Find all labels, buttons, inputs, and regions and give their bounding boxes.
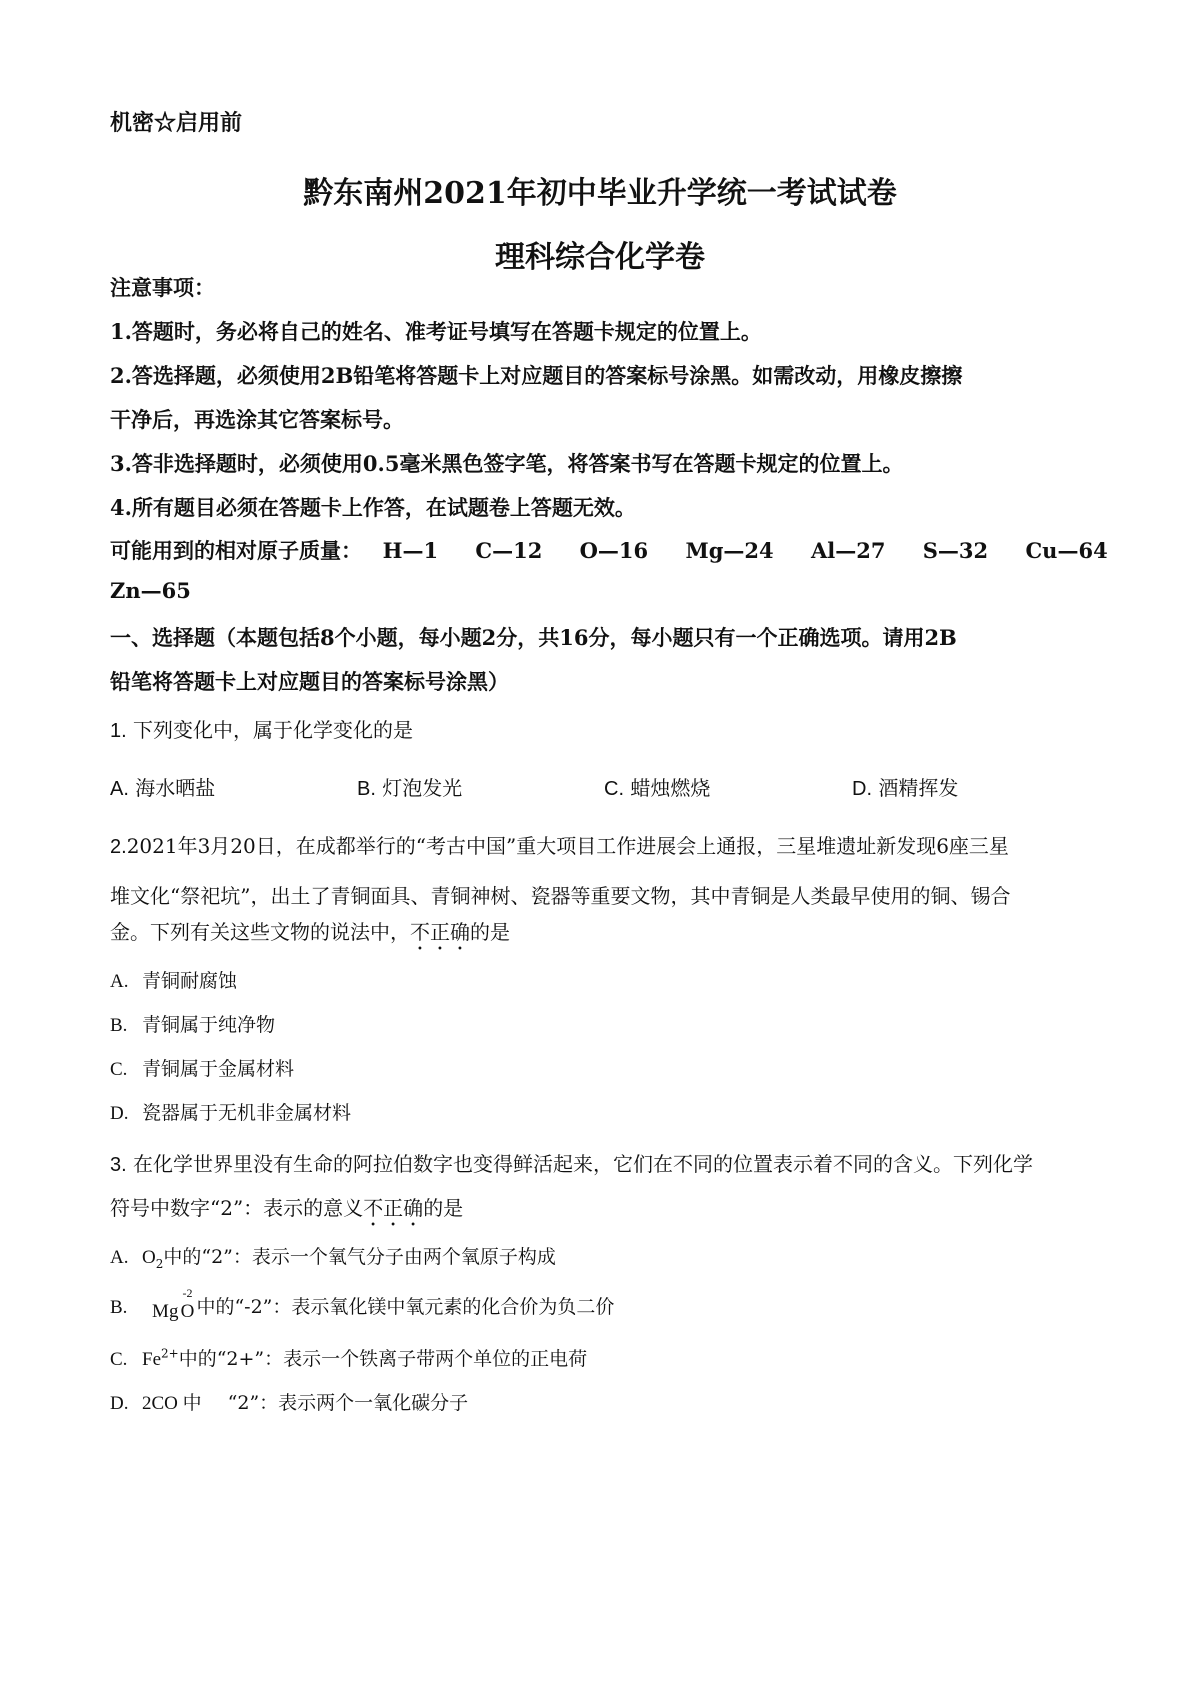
question-2-line-2: 堆文化“祭祀坑”，出土了青铜面具、青铜神树、瓷器等重要文物，其中青铜是人类最早使用的铜、锡合 xyxy=(110,884,1011,908)
chem-symbol: O xyxy=(142,1247,156,1268)
atomic-mass-item: Cu—64 xyxy=(1025,538,1108,563)
notice-item-2-line-1: 2.答选择题，必须使用2B铅笔将答题卡上对应题目的答案标号涂黑。如需改动，用橡皮擦擦 xyxy=(110,363,963,388)
notice-item-3: 3.答非选择题时，必须使用0.5毫米黑色签字笔，将答案书写在答题卡规定的位置上。 xyxy=(110,451,904,476)
option-letter: B. xyxy=(357,778,376,800)
exam-title: 黔东南州2021年初中毕业升学统一考试试卷 xyxy=(303,176,897,211)
atomic-mass-item: H—1 xyxy=(382,538,439,563)
q3-option-b xyxy=(110,1286,615,1322)
q2-option-a xyxy=(110,966,237,993)
option-text: 青铜属于金属材料 xyxy=(142,1058,295,1080)
option-text: 酒精挥发 xyxy=(878,776,959,800)
question-text: 2021年3月20日，在成都举行的“考古中国”重大项目工作进展会上通报，三星堆遗址新发现6座三星 xyxy=(126,834,1009,858)
section-1-heading-line-2: 铅笔将答题卡上对应题目的答案标号涂黑） xyxy=(110,669,509,694)
q1-option-b xyxy=(357,772,462,801)
chem-formula-mgo xyxy=(152,1286,196,1323)
q2-option-b xyxy=(110,1010,275,1037)
option-letter: A. xyxy=(110,1247,129,1268)
q3-option-a xyxy=(110,1242,556,1271)
option-text: 中的“2”：表示一个氧气分子由两个氧原子构成 xyxy=(163,1246,556,1268)
atomic-mass-row xyxy=(110,535,1108,565)
q1-option-a xyxy=(110,772,215,801)
question-2-line-1 xyxy=(110,830,1009,859)
q3-option-d xyxy=(110,1388,468,1415)
option-letter: A. xyxy=(110,778,129,800)
notice-item-2-line-2: 干净后，再选涂其它答案标号。 xyxy=(110,407,404,432)
question-text: 符号中数字“2”：表示的意义 xyxy=(110,1196,364,1220)
option-text: 中的“2+”：表示一个铁离子带两个单位的正电荷 xyxy=(178,1348,588,1370)
chem-symbol: Fe xyxy=(142,1349,161,1370)
q2-option-d xyxy=(110,1098,351,1125)
option-text: “2”：表示两个一氧化碳分子 xyxy=(227,1392,469,1414)
question-text: 的是 xyxy=(470,920,510,944)
confidential-label: 机密☆启用前 xyxy=(110,110,243,136)
option-letter: C. xyxy=(110,1349,128,1370)
question-number: 3. xyxy=(110,1154,127,1176)
question-text: 下列变化中，属于化学变化的是 xyxy=(133,718,414,742)
exam-subtitle: 理科综合化学卷 xyxy=(495,240,705,275)
option-letter: B. xyxy=(110,1015,128,1036)
question-3-line-2 xyxy=(110,1192,463,1231)
atomic-mass-item: C—12 xyxy=(475,538,543,563)
question-number: 1. xyxy=(110,720,127,742)
valence-stack xyxy=(178,1286,196,1323)
option-letter: D. xyxy=(852,778,872,800)
section-1-heading-line-1: 一、选择题（本题包括8个小题，每小题2分，共16分，每小题只有一个正确选项。请用2B xyxy=(110,625,957,650)
question-1-stem xyxy=(110,714,413,743)
option-letter: D. xyxy=(110,1103,129,1124)
option-text: 青铜属于纯净物 xyxy=(142,1014,276,1036)
chem-symbol: Mg xyxy=(152,1301,179,1322)
option-letter: C. xyxy=(604,778,624,800)
question-3-line-1 xyxy=(110,1148,1033,1177)
option-text: 海水晒盐 xyxy=(135,776,216,800)
question-number: 2. xyxy=(110,836,127,858)
notice-heading: 注意事项： xyxy=(110,275,215,300)
question-2-line-3 xyxy=(110,916,510,955)
atomic-mass-item: O—16 xyxy=(579,538,649,563)
chem-superscript: 2+ xyxy=(161,1346,179,1361)
option-text: 瓷器属于无机非金属材料 xyxy=(142,1102,352,1124)
atomic-mass-label: 可能用到的相对原子质量： xyxy=(110,538,362,563)
emphasis-text: 不正确 xyxy=(410,920,470,944)
q1-option-d xyxy=(852,772,958,801)
option-letter: A. xyxy=(110,971,129,992)
valence-mark: -2 xyxy=(182,1286,193,1300)
notice-item-1: 1.答题时，务必将自己的姓名、准考证号填写在答题卡规定的位置上。 xyxy=(110,319,762,344)
chem-symbol: O xyxy=(180,1301,195,1322)
chem-subscript: 2 xyxy=(155,1256,164,1271)
q3-option-c xyxy=(110,1344,587,1371)
option-letter: D. xyxy=(110,1393,129,1414)
emphasis-text: 不正确 xyxy=(363,1196,424,1220)
option-text: 青铜耐腐蚀 xyxy=(142,970,238,992)
option-letter: B. xyxy=(110,1297,128,1318)
q2-option-c xyxy=(110,1054,294,1081)
atomic-mass-item: S—32 xyxy=(922,538,989,563)
question-text: 金。下列有关这些文物的说法中， xyxy=(110,920,410,944)
atomic-mass-item-wrap: Zn—65 xyxy=(110,578,191,603)
question-text: 在化学世界里没有生命的阿拉伯数字也变得鲜活起来，它们在不同的位置表示着不同的含义。下列化学 xyxy=(133,1152,1034,1176)
question-text: 的是 xyxy=(423,1196,464,1220)
option-text: 中的“-2”：表示氧化镁中氧元素的化合价为负二价 xyxy=(196,1296,615,1318)
chem-formula: 2CO 中 xyxy=(142,1393,202,1414)
q1-option-c xyxy=(604,772,710,801)
atomic-mass-item: Al—27 xyxy=(810,538,886,563)
option-letter: C. xyxy=(110,1059,128,1080)
notice-item-4: 4.所有题目必须在答题卡上作答，在试题卷上答题无效。 xyxy=(110,495,636,520)
option-text: 灯泡发光 xyxy=(382,776,463,800)
atomic-mass-item: Mg—24 xyxy=(685,538,774,563)
option-text: 蜡烛燃烧 xyxy=(630,776,711,800)
